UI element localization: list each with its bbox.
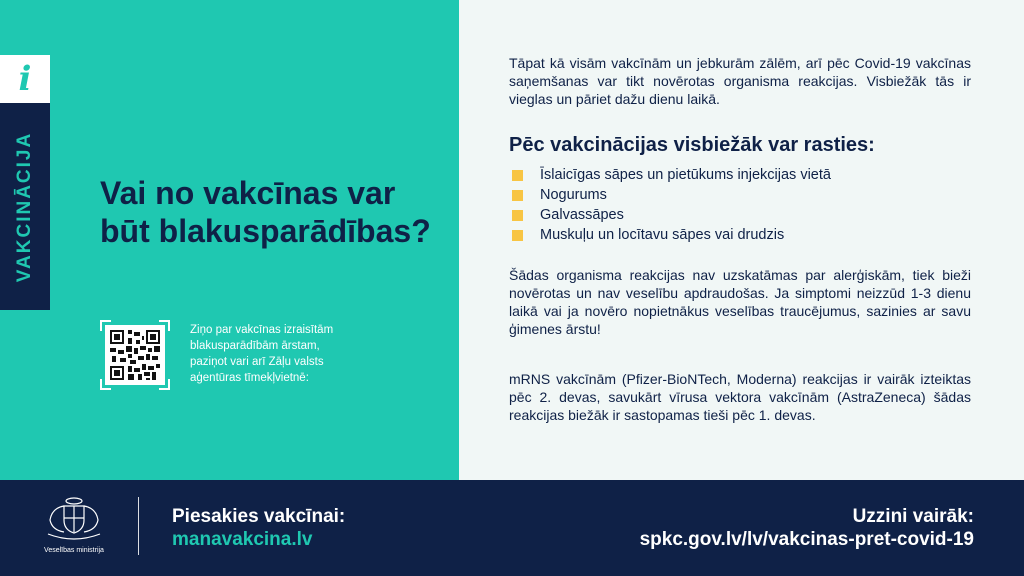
list-item: Galvassāpes xyxy=(512,205,831,225)
ministry-logo xyxy=(34,496,114,556)
apply-label: Piesakies vakcīnai: xyxy=(172,506,346,527)
square-bullet-icon xyxy=(512,170,523,181)
more-label: Uzzini vairāk: xyxy=(852,506,974,527)
square-bullet-icon xyxy=(512,190,523,201)
reaction-paragraph: Šādas organisma reakcijas nav uzskatāmas par alerģiskām, tiek bieži novērotas un nav veselību apdraudošas. Ja simptomi neizzūd 1-3 dienu laikā vai ja novēro nopietnākus veselības traucējumus, sazinies ar savu ģimenes ārstu! xyxy=(509,267,971,337)
apply-link[interactable]: manavakcina.lv xyxy=(172,529,313,550)
list-item: Muskuļu un locītavu sāpes vai drudzis xyxy=(512,225,831,245)
footer-bar xyxy=(0,480,1024,576)
vaccine-paragraph: mRNS vakcīnām (Pfizer-BioNTech, Moderna) reakcijas ir vairāk izteiktas pēc 2. devas, savukārt vīrusa vektora vakcīnām (AstraZeneca) šādas reakcijas biežāk ir sastopamas tieši pēc 1. devas. xyxy=(509,371,971,423)
headline: Vai no vakcīnas var būt blakusparādības? xyxy=(100,175,431,249)
footer-divider xyxy=(138,497,139,555)
intro-text: Tāpat kā visām vakcīnām un jebkurām zālēm, arī pēc Covid-19 vakcīnas saņemšanas var tikt novērotas organisma reakcijas. Visbiežāk tās ir vieglas un pāriet dažu dienu laikā. xyxy=(509,55,971,107)
list-item: Nogurums xyxy=(512,185,831,205)
coat-of-arms-icon xyxy=(34,496,114,540)
info-icon: i xyxy=(0,55,50,103)
ministry-name: Veselības ministrija xyxy=(44,547,104,554)
qr-caption: Ziņo par vakcīnas izraisītām blakusparādībām ārstam, paziņot vari arī Zāļu valsts aģentūras tīmekļvietnē: xyxy=(190,324,334,384)
more-link[interactable]: spkc.gov.lv/lv/vakcinas-pret-covid-19 xyxy=(639,529,974,550)
list-item: Īslaicīgas sāpes un pietūkums injekcijas vietā xyxy=(512,165,831,185)
list-title: Pēc vakcinācijas visbiežāk var rasties: xyxy=(509,134,875,156)
square-bullet-icon xyxy=(512,230,523,241)
square-bullet-icon xyxy=(512,210,523,221)
qr-code-icon xyxy=(110,330,160,380)
vertical-category-bar xyxy=(0,103,50,310)
category-label: VAKCINĀCIJA xyxy=(14,131,35,282)
qr-code[interactable] xyxy=(100,320,170,390)
symptom-list xyxy=(512,165,831,245)
